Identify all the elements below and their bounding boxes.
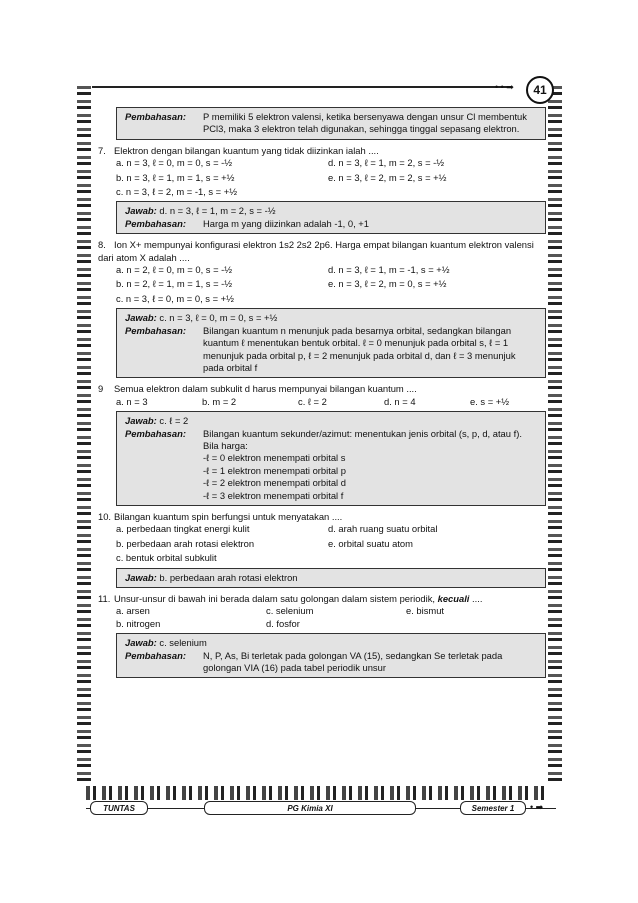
option-e: e. s = +½ xyxy=(470,395,510,407)
option-d: d. n = 4 xyxy=(384,395,416,407)
question-text: Semua elektron dalam subkulit d harus mempunyai bilangan kuantum .... xyxy=(114,383,417,395)
discussion-text: Harga m yang diizinkan adalah -1, 0, +1 xyxy=(203,217,369,229)
option-b: b. m = 2 xyxy=(202,395,237,407)
question-7-answer-box xyxy=(116,201,546,234)
option-a: a. n = 3, ℓ = 0, m = 0, s = -½ xyxy=(116,157,233,169)
question-8 xyxy=(98,239,546,264)
answer-text: c. n = 3, ℓ = 0, m = 0, s = +½ xyxy=(159,312,278,324)
header-rule xyxy=(92,86,512,88)
discussion-line: Bilangan kuantum sekunder/azimut: menentukan jenis orbital (s, p, d, atau f). Bila harga: xyxy=(203,427,522,451)
question-text: Unsur-unsur di bawah ini berada dalam satu golongan dalam sistem periodik, xyxy=(114,593,436,604)
question-11-answer-box xyxy=(116,633,546,678)
question-9-options xyxy=(116,396,546,408)
header-arrow-icon: • • ➡ xyxy=(495,82,514,92)
option-b: b. n = 3, ℓ = 1, m = 1, s = +½ xyxy=(116,171,235,183)
answer-text: d. n = 3, ℓ = 1, m = 2, s = -½ xyxy=(159,205,276,217)
question-number: 7. xyxy=(98,144,106,156)
option-e: e. bismut xyxy=(406,605,445,617)
question-8-answer-box xyxy=(116,308,546,378)
option-a: a. arsen xyxy=(116,605,150,617)
discussion-text: N, P, As, Bi terletak pada golongan VA (15), sedangkan Se terletak pada golongan VIA (16) pada tabel periodik unsur xyxy=(203,649,503,674)
answer-label: Jawab: xyxy=(125,312,157,324)
footer-left-tab: TUNTAS xyxy=(90,801,148,815)
discussion-text: P memiliki 5 elektron valensi, ketika bersenyawa dengan unsur Cl membentuk PCl3, maka 3 elektron telah digunakan, sehingga tinggal sepasang elektron. xyxy=(203,111,527,135)
answer-label: Jawab: xyxy=(125,205,157,217)
answer-text: b. perbedaan arah rotasi elektron xyxy=(159,571,298,583)
question-number: 9 xyxy=(98,383,104,395)
discussion-label: Pembahasan: xyxy=(125,217,186,229)
question-emphasis: kecuali xyxy=(437,593,470,604)
option-b: b. n = 2, ℓ = 1, m = 1, s = -½ xyxy=(116,278,233,290)
answer-text: c. selenium xyxy=(159,637,207,649)
discussion-line: -ℓ = 2 elektron menempati orbital d xyxy=(203,477,346,489)
bottom-decorative-border xyxy=(86,786,550,800)
intro-discussion-box xyxy=(116,107,546,140)
option-b: b. perbedaan arah rotasi elektron xyxy=(116,537,255,549)
question-text: Ion X+ mempunyai konfigurasi elektron 1s2 2s2 2p6. Harga empat bilangan kuantum elektron valensi dari atom X adalah .... xyxy=(98,239,534,263)
option-e: e. n = 3, ℓ = 2, m = 0, s = +½ xyxy=(328,278,447,290)
answer-text: c. ℓ = 2 xyxy=(159,415,189,427)
answer-label: Jawab: xyxy=(125,571,157,583)
question-11 xyxy=(98,593,546,605)
page-number: 41 xyxy=(526,76,554,104)
question-8-options xyxy=(116,264,546,305)
question-text: Elektron dengan bilangan kuantum yang tidak diizinkan ialah .... xyxy=(114,144,379,156)
option-a: a. n = 2, ℓ = 0, m = 0, s = -½ xyxy=(116,264,233,276)
question-7 xyxy=(98,145,546,157)
question-number: 8. xyxy=(98,239,106,251)
question-10 xyxy=(98,511,546,523)
option-b: b. nitrogen xyxy=(116,617,161,629)
option-c: c. ℓ = 2 xyxy=(298,395,327,407)
footer-center-tab: PG Kimia XI xyxy=(204,801,416,815)
option-d: d. n = 3, ℓ = 1, m = 2, s = -½ xyxy=(328,157,445,169)
footer-arrow-icon: • ➡ xyxy=(530,802,544,812)
question-number: 11. xyxy=(98,593,111,604)
option-c: c. selenium xyxy=(266,605,314,617)
option-e: e. n = 3, ℓ = 2, m = 2, s = +½ xyxy=(328,171,447,183)
option-a: a. n = 3 xyxy=(116,395,148,407)
discussion-line: -ℓ = 3 elektron menempati orbital f xyxy=(203,489,344,501)
option-c: c. n = 3, ℓ = 2, m = -1, s = +½ xyxy=(116,186,238,198)
discussion-text: Bilangan kuantum n menunjuk pada besarnya orbital, sedangkan bilangan kuantum ℓ menentukan bentuk orbital. ℓ = 0 menunjuk pada orbital s, ℓ = 1 menunjuk pada orbital p, ℓ = 2 menunjuk pada orbital d, dan ℓ = 3 menunjuk pada orbital f xyxy=(203,324,516,373)
discussion-line: -ℓ = 0 elektron menempati orbital s xyxy=(203,452,346,464)
discussion-label: Pembahasan: xyxy=(125,111,186,122)
option-d: d. n = 3, ℓ = 1, m = -1, s = +½ xyxy=(328,264,450,276)
discussion-line: -ℓ = 1 elektron menempati orbital p xyxy=(203,464,346,476)
question-text-end: .... xyxy=(469,593,483,604)
question-number: 10. xyxy=(98,510,112,522)
footer-right-tab: Semester 1 xyxy=(460,801,526,815)
option-e: e. orbital suatu atom xyxy=(328,537,413,549)
option-c: c. bentuk orbital subkulit xyxy=(116,552,217,564)
question-10-answer-box xyxy=(116,568,546,588)
option-c: c. n = 3, ℓ = 0, m = 0, s = +½ xyxy=(116,292,234,304)
option-d: d. arah ruang suatu orbital xyxy=(328,523,438,535)
page-content xyxy=(98,104,546,683)
page-footer xyxy=(86,801,556,815)
answer-label: Jawab: xyxy=(125,415,157,427)
question-text: Bilangan kuantum spin berfungsi untuk menyatakan .... xyxy=(114,510,343,522)
question-10-options xyxy=(116,523,546,564)
discussion-label: Pembahasan: xyxy=(125,427,186,439)
question-9 xyxy=(98,383,546,395)
question-11-options xyxy=(116,605,546,630)
question-7-options xyxy=(116,157,546,198)
left-decorative-border xyxy=(77,86,91,786)
discussion-label: Pembahasan: xyxy=(125,324,186,336)
question-9-answer-box xyxy=(116,411,546,506)
option-a: a. perbedaan tingkat energi kulit xyxy=(116,523,250,535)
discussion-label: Pembahasan: xyxy=(125,649,186,661)
option-d: d. fosfor xyxy=(266,617,300,629)
answer-label: Jawab: xyxy=(125,637,157,649)
right-decorative-border xyxy=(548,86,562,786)
